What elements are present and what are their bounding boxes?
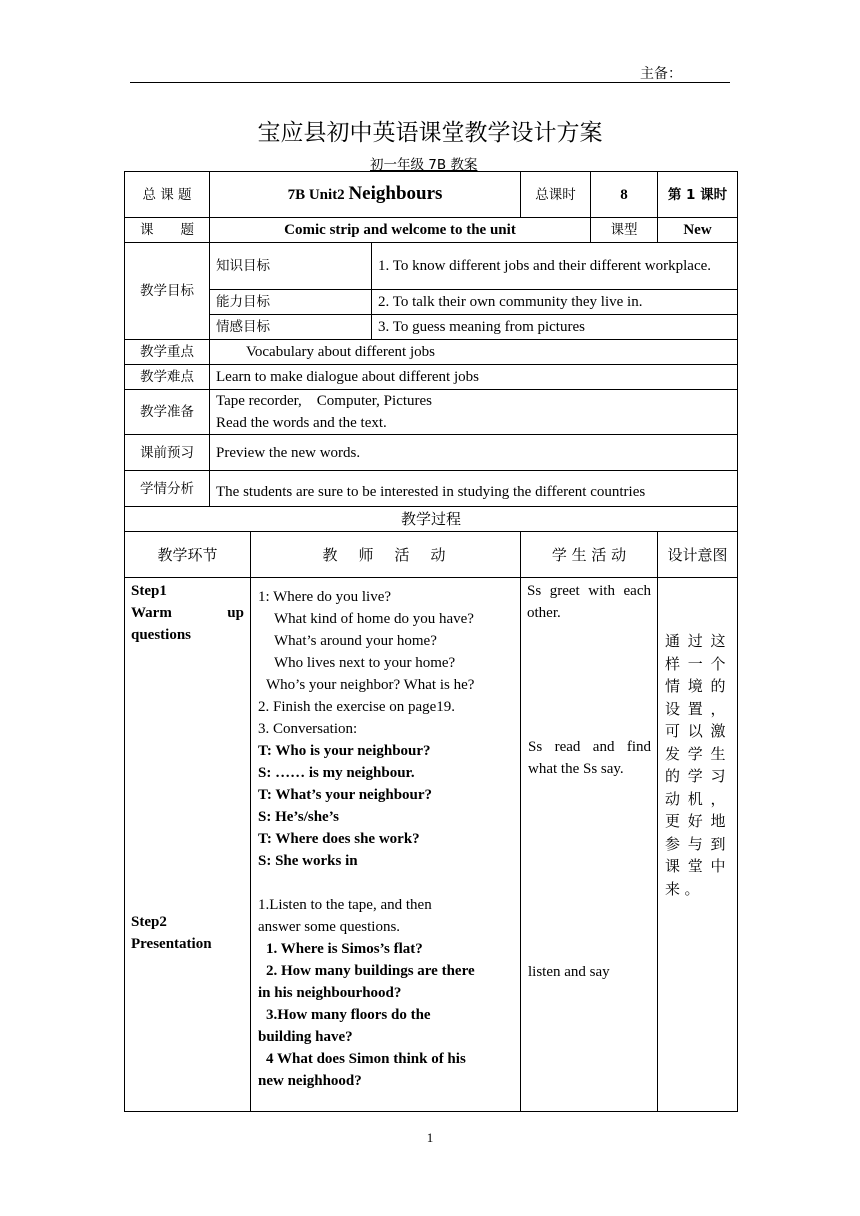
student-activity-2: Ss read and find what the Ss say. — [528, 739, 651, 777]
design-intent-text: 通过这样一个情境的设置，可以激发学生的学习动机，更好地参与到课堂中来。 — [665, 632, 730, 898]
col-design-header: 设计意图 — [658, 532, 738, 578]
teacher-line: 1.Listen to the tape, and then — [258, 897, 432, 913]
preview-text: Preview the new words. — [210, 435, 738, 471]
document-title: 宝应县初中英语课堂教学设计方案 — [257, 120, 603, 146]
topic-value-main: Neighbours — [348, 183, 443, 204]
step2-block — [131, 911, 212, 955]
teacher-line: in his neighbourhood? — [258, 985, 402, 1001]
analysis-label: 学情分析 — [125, 471, 210, 507]
objective-text-1: 1. To know different jobs and their different workplace. — [372, 243, 738, 290]
teacher-line: 4 What does Simon think of his — [266, 1051, 466, 1067]
teacher-line: 2. Finish the exercise on page19. — [258, 699, 456, 715]
header-preparer: 主备： — [640, 67, 682, 82]
teacher-line: Who lives next to your home? — [274, 655, 456, 671]
teacher-spacer — [258, 872, 514, 894]
col-teacher-header: 教 师 活 动 — [251, 532, 521, 578]
objective-label-2: 能力目标 — [210, 290, 372, 315]
preparation-line-1: Tape recorder, Computer, Pictures — [216, 393, 433, 409]
lesson-number: 第 1 课时 — [658, 172, 738, 218]
type-label: 课型 — [591, 218, 658, 243]
difficulties-label: 教学难点 — [125, 365, 210, 390]
teacher-line: T: Who is your neighbour? — [258, 743, 431, 759]
step2-title: Step2 — [131, 914, 167, 930]
teacher-line: new neighhood? — [258, 1073, 362, 1089]
objective-text-3: 3. To guess meaning from pictures — [372, 315, 738, 340]
teacher-line: answer some questions. — [258, 919, 401, 935]
lesson-value: Comic strip and welcome to the unit — [210, 218, 591, 243]
lesson-plan-table — [124, 171, 738, 1112]
stage-cell — [125, 578, 251, 1112]
teacher-activities — [251, 578, 521, 1112]
teacher-line: S: He’s/she’s — [258, 809, 339, 825]
student-activity-1: Ss greet with each other. — [527, 583, 651, 621]
preview-label: 课前预习 — [125, 435, 210, 471]
objective-label-3: 情感目标 — [210, 315, 372, 340]
objective-text-2: 2. To talk their own community they live in. — [372, 290, 738, 315]
teacher-line: Who’s your neighbor? What is he? — [266, 677, 475, 693]
total-lessons-label: 总课时 — [521, 172, 591, 218]
teacher-line: 2. How many buildings are there — [266, 963, 475, 979]
teacher-line: What kind of home do you have? — [274, 611, 474, 627]
col-stage-header: 教学环节 — [125, 532, 251, 578]
document-subtitle: 初一年级 7B 教案 — [370, 157, 478, 173]
col-student-header: 学 生 活 动 — [521, 532, 658, 578]
design-intent — [658, 578, 738, 1112]
type-value: New — [658, 218, 738, 243]
step2-subtitle: Presentation — [131, 936, 212, 952]
objective-label-1: 知识目标 — [210, 243, 372, 290]
preparation-label: 教学准备 — [125, 390, 210, 435]
lesson-label: 课 题 — [125, 218, 210, 243]
topic-label: 总 课 题 — [125, 172, 210, 218]
page-number: 1 — [426, 1130, 434, 1145]
teacher-line: 3.How many floors do the — [266, 1007, 431, 1023]
step1-title: Step1 — [131, 583, 167, 599]
header-rule — [130, 82, 730, 83]
process-title: 教学过程 — [125, 507, 738, 532]
topic-value-prefix: 7B Unit2 — [287, 187, 345, 203]
topic-value — [210, 172, 521, 218]
analysis-text: The students are sure to be interested in studying the different countries — [210, 471, 738, 507]
teacher-line: 3. Conversation: — [258, 721, 358, 737]
teacher-line: What’s around your home? — [274, 633, 437, 649]
teacher-line: 1: Where do you live? — [258, 589, 392, 605]
objectives-label: 教学目标 — [125, 243, 210, 340]
teacher-line: S: She works in — [258, 853, 358, 869]
preparation-text — [210, 390, 738, 435]
difficulties-text: Learn to make dialogue about different jobs — [210, 365, 738, 390]
teacher-line: T: What’s your neighbour? — [258, 787, 433, 803]
step1-subtitle: Warm up questions — [131, 605, 248, 643]
key-points-label: 教学重点 — [125, 340, 210, 365]
key-points-text: Vocabulary about different jobs — [210, 340, 738, 365]
total-lessons-value: 8 — [591, 172, 658, 218]
student-activity-3: listen and say — [528, 964, 610, 980]
preparation-line-2: Read the words and the text. — [216, 415, 387, 431]
teacher-line: S: …… is my neighbour. — [258, 765, 415, 781]
teacher-line: 1. Where is Simos’s flat? — [266, 941, 423, 957]
student-activities — [521, 578, 658, 1112]
teacher-line: T: Where does she work? — [258, 831, 420, 847]
teacher-line: building have? — [258, 1029, 353, 1045]
